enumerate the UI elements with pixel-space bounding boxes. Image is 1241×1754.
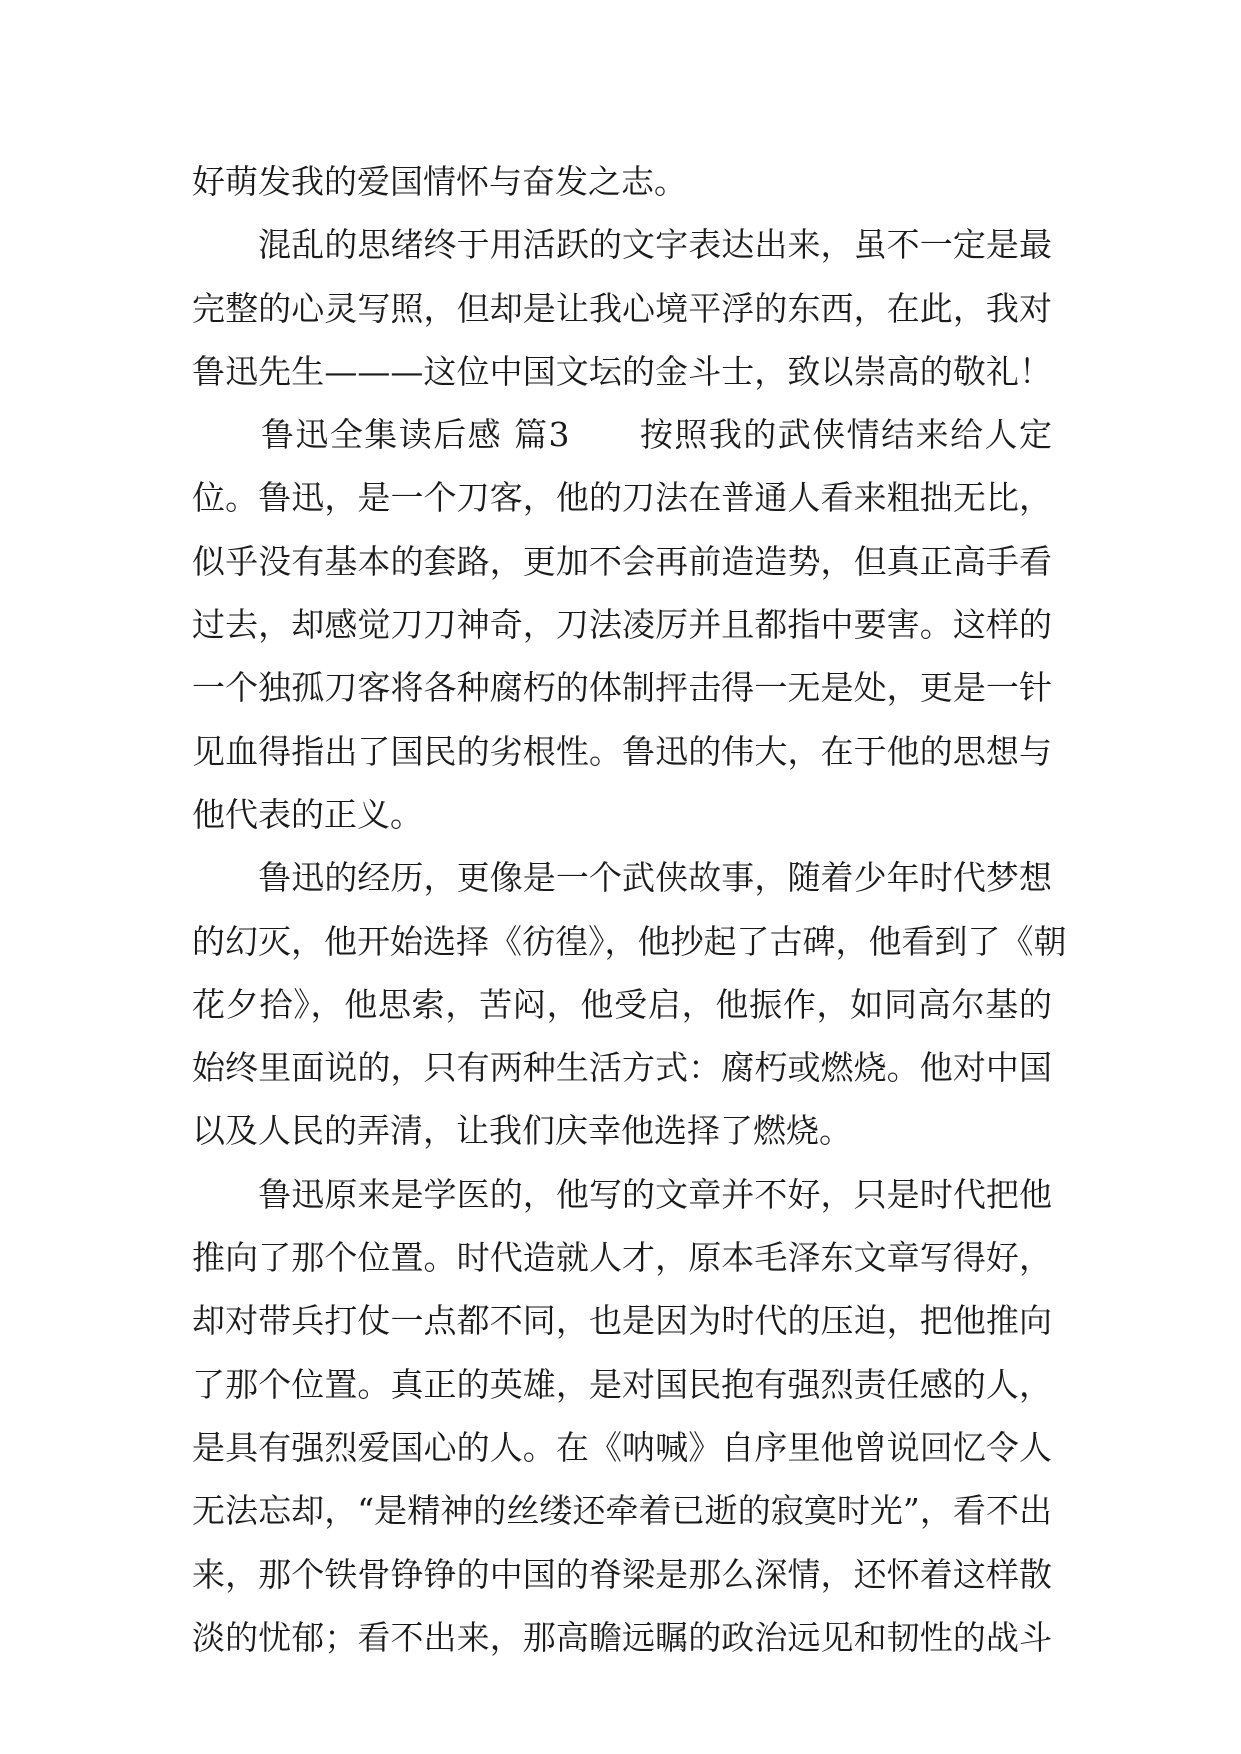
text-line: 鲁迅原来是学医的，他写的文章并不好，只是时代把他 (192, 1174, 1052, 1214)
text-line: 他代表的正义。 (192, 794, 423, 834)
text-line: 位。鲁迅，是一个刀客，他的刀法在普通人看来粗拙无比， (192, 478, 1052, 518)
text-line: 似乎没有基本的套路，更加不会再前造造势，但真正高手看 (192, 541, 1052, 581)
text-line: 见血得指出了国民的劣根性。鲁迅的伟大，在于他的思想与 (192, 731, 1052, 771)
text-line: 的幻灭，他开始选择《彷徨》，他抄起了古碑，他看到了《朝 (192, 921, 1067, 961)
text-line: 过去，却感觉刀刀神奇，刀法凌厉并且都指中要害。这样的 (192, 605, 1052, 645)
body-text (192, 150, 1067, 1669)
text-line: 淡的忧郁；看不出来，那高瞻远瞩的政治远见和韧性的战斗 (192, 1617, 1052, 1657)
text-line: 完整的心灵写照，但却是让我心境平浮的东西，在此，我对 (192, 288, 1052, 328)
text-line: 是具有强烈爱国心的人。在《呐喊》自序里他曾说回忆令人 (192, 1427, 1052, 1467)
text-line: 以及人民的弄清，让我们庆幸他选择了燃烧。 (192, 1111, 852, 1151)
text-line: 一个独孤刀客将各种腐朽的体制抨击得一无是处，更是一针 (192, 668, 1052, 708)
text-line: 鲁迅的经历，更像是一个武侠故事，随着少年时代梦想 (192, 858, 1052, 898)
text-line: 花夕拾》，他思索，苦闷，他受启，他振作，如同高尔基的 (192, 984, 1052, 1024)
text-line: 始终里面说的，只有两种生活方式：腐朽或燃烧。他对中国 (192, 1048, 1052, 1088)
text-line: 推向了那个位置。时代造就人才，原本毛泽东文章写得好， (192, 1238, 1052, 1278)
text-line: 好萌发我的爱国情怀与奋发之志。 (192, 162, 687, 201)
text-line: 鲁迅先生———这位中国文坛的金斗士，致以崇高的敬礼！ (192, 351, 1052, 391)
text-line: 却对带兵打仗一点都不同，也是因为时代的压迫，把他推向 (192, 1301, 1052, 1341)
text-line: 无法忘却，“是精神的丝缕还牵着已逝的寂寞时光”，看不出 (192, 1491, 1052, 1531)
text-line: 鲁迅全集读后感 篇3 按照我的武侠情结来给人定 (192, 415, 1052, 455)
text-line: 了那个位置。真正的英雄，是对国民抱有强烈责任感的人， (192, 1364, 1052, 1404)
text-line: 来，那个铁骨铮铮的中国的脊梁是那么深情，还怀着这样散 (192, 1554, 1052, 1594)
text-line: 混乱的思绪终于用活跃的文字表达出来，虽不一定是最 (192, 225, 1052, 265)
